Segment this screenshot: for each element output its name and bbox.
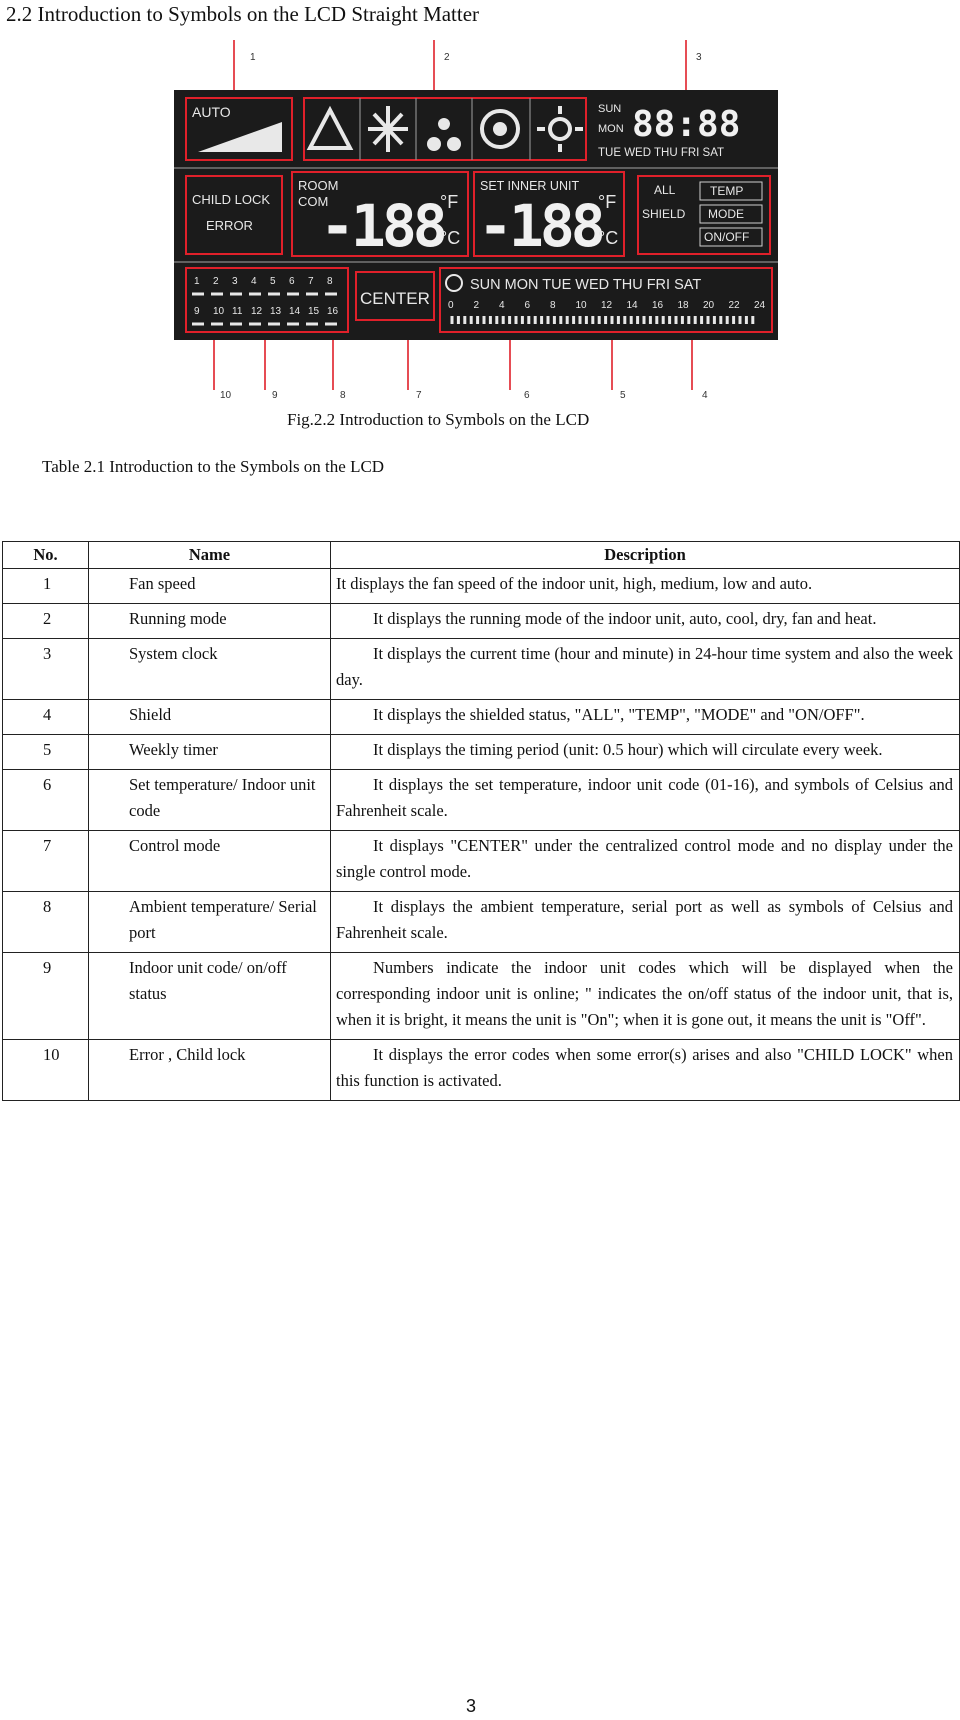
row-description <box>331 735 960 770</box>
row-description <box>331 831 960 892</box>
timer-hour-label: 0 <box>448 300 454 311</box>
child-lock-label: CHILD LOCK <box>192 192 271 207</box>
row-number: 8 <box>3 892 89 953</box>
symbols-table <box>2 541 960 1101</box>
table-caption: Table 2.1 Introduction to the Symbols on the LCD <box>42 457 385 476</box>
callout-4: 4 <box>702 390 708 400</box>
timer-hour-label: 4 <box>499 300 505 311</box>
mon-label: MON <box>598 123 624 135</box>
callout-7: 7 <box>416 390 422 400</box>
row-number: 6 <box>3 770 89 831</box>
auto-label: AUTO <box>192 104 231 120</box>
lcd-figure <box>170 40 800 400</box>
timer-hour-label: 12 <box>601 300 613 311</box>
error-label: ERROR <box>206 218 253 233</box>
row-description <box>331 604 960 639</box>
row-name: Indoor unit code/ on/off status <box>89 953 331 1040</box>
page-number: 3 <box>466 1696 477 1716</box>
table-row <box>3 770 960 831</box>
unit-code: 9 <box>194 306 200 317</box>
callout-3: 3 <box>696 52 702 63</box>
room-deg-c: °C <box>440 228 461 248</box>
row-description-text: It displays the shielded status, "ALL", "TEMP", "MODE" and "ON/OFF". <box>373 705 865 724</box>
row-name: Shield <box>89 700 331 735</box>
header-name: Name <box>89 542 331 569</box>
unit-code: 12 <box>251 306 263 317</box>
timer-hour-label: 20 <box>703 300 715 311</box>
timer-hour-label: 14 <box>626 300 638 311</box>
table-row <box>3 892 960 953</box>
row-description-text: It displays the set temperature, indoor unit code (01-16), and symbols of Celsius and Fahrenheit scale. <box>336 775 953 820</box>
row-description-text: It displays "CENTER" under the centralized control mode and no display under the single control mode. <box>336 836 953 881</box>
table-row <box>3 639 960 700</box>
unit-code: 1 <box>194 276 200 287</box>
timer-hour-label: 16 <box>652 300 664 311</box>
set-inner-unit-label: SET INNER UNIT <box>480 179 580 193</box>
shield-label: SHIELD <box>642 207 686 221</box>
row-name: System clock <box>89 639 331 700</box>
lcd-diagram <box>170 40 800 400</box>
row-number: 3 <box>3 639 89 700</box>
unit-code: 16 <box>327 306 339 317</box>
row-name: Set temperature/ Indoor unit code <box>89 770 331 831</box>
row-description-text: It displays the running mode of the indoor unit, auto, cool, dry, fan and heat. <box>373 609 877 628</box>
row-number: 1 <box>3 569 89 604</box>
timer-hour-label: 6 <box>524 300 531 311</box>
timer-hour-label: 18 <box>677 300 689 311</box>
timer-hour-label: 2 <box>473 300 480 311</box>
table-row <box>3 700 960 735</box>
set-deg-f: °F <box>598 192 617 212</box>
unit-code: 7 <box>308 276 314 287</box>
row-description <box>331 700 960 735</box>
timer-hour-label: 24 <box>754 300 766 311</box>
row-description-text: It displays the error codes when some error(s) arises and also "CHILD LOCK" when this function is activated. <box>336 1045 953 1090</box>
table-body <box>3 569 960 1101</box>
table-row <box>3 735 960 770</box>
table-row <box>3 953 960 1040</box>
set-temp-digits: -188 <box>478 192 602 260</box>
timer-weekdays: SUN MON TUE WED THU FRI SAT <box>470 277 702 293</box>
callout-1: 1 <box>250 52 256 63</box>
unit-code: 14 <box>289 306 301 317</box>
callout-2: 2 <box>444 52 450 63</box>
unit-code: 13 <box>270 306 282 317</box>
page-heading: 2.2 Introduction to Symbols on the LCD Straight Matter <box>6 2 480 26</box>
row-number: 5 <box>3 735 89 770</box>
shield-all: ALL <box>654 183 676 197</box>
table-header-row <box>3 542 960 569</box>
unit-code: 8 <box>327 276 333 287</box>
row-description <box>331 639 960 700</box>
row-description <box>331 569 960 604</box>
row-description <box>331 1040 960 1101</box>
unit-code: 2 <box>213 276 219 287</box>
unit-code: 3 <box>232 276 238 287</box>
center-label: CENTER <box>360 289 430 308</box>
com-label: COM <box>298 194 329 209</box>
row-name: Control mode <box>89 831 331 892</box>
row-name: Weekly timer <box>89 735 331 770</box>
row-number: 4 <box>3 700 89 735</box>
figure-caption: Fig.2.2 Introduction to Symbols on the LCD <box>287 410 590 429</box>
row-description <box>331 892 960 953</box>
unit-code: 15 <box>308 306 320 317</box>
row-number: 10 <box>3 1040 89 1101</box>
clock-digits: 88:88 <box>632 104 741 145</box>
row-name: Ambient temperature/ Serial port <box>89 892 331 953</box>
callout-8: 8 <box>340 390 346 400</box>
room-deg-f: °F <box>440 192 459 212</box>
unit-code: 11 <box>232 306 243 317</box>
row-number: 9 <box>3 953 89 1040</box>
row-description-text: It displays the ambient temperature, serial port as well as symbols of Celsius and Fahrenheit scale. <box>336 897 953 942</box>
row-name: Fan speed <box>89 569 331 604</box>
shield-onoff: ON/OFF <box>704 230 750 244</box>
room-label: ROOM <box>298 178 339 193</box>
unit-code: 5 <box>270 276 276 287</box>
room-temp-digits: -188 <box>320 192 444 260</box>
row-description-text: It displays the timing period (unit: 0.5 hour) which will circulate every week. <box>373 740 883 759</box>
timer-hour-label: 22 <box>728 300 740 311</box>
shield-mode: MODE <box>708 207 744 221</box>
row-number: 2 <box>3 604 89 639</box>
row-name: Error , Child lock <box>89 1040 331 1101</box>
header-no: No. <box>3 542 89 569</box>
callout-10: 10 <box>220 390 232 400</box>
set-deg-c: °C <box>598 228 619 248</box>
row-description-text: It displays the current time (hour and minute) in 24-hour time system and also the week day. <box>336 644 953 689</box>
unit-code: 6 <box>289 276 295 287</box>
table-row <box>3 831 960 892</box>
unit-code: 10 <box>213 306 225 317</box>
row-description-text: Numbers indicate the indoor unit codes which will be displayed when the corresponding indoor unit is online; " indicates the on/off status of the indoor unit, that is, when it is bright, it means the unit is "On"; when it is gone out, it means the unit is "Off". <box>336 958 953 1029</box>
row-name: Running mode <box>89 604 331 639</box>
timer-hour-label: 8 <box>550 300 556 311</box>
row-description <box>331 953 960 1040</box>
weekday-row: TUE WED THU FRI SAT <box>598 147 725 159</box>
table-row <box>3 1040 960 1101</box>
table-row <box>3 569 960 604</box>
callout-9: 9 <box>272 390 278 400</box>
row-description <box>331 770 960 831</box>
unit-code: 4 <box>251 276 257 287</box>
callout-6: 6 <box>524 390 530 400</box>
callout-5: 5 <box>620 390 626 400</box>
shield-temp: TEMP <box>710 184 744 198</box>
row-number: 7 <box>3 831 89 892</box>
timer-hour-label: 10 <box>575 300 587 311</box>
row-description-text: It displays the fan speed of the indoor unit, high, medium, low and auto. <box>336 574 813 593</box>
table-row <box>3 604 960 639</box>
header-description: Description <box>331 542 960 569</box>
sun-label: SUN <box>598 103 622 115</box>
